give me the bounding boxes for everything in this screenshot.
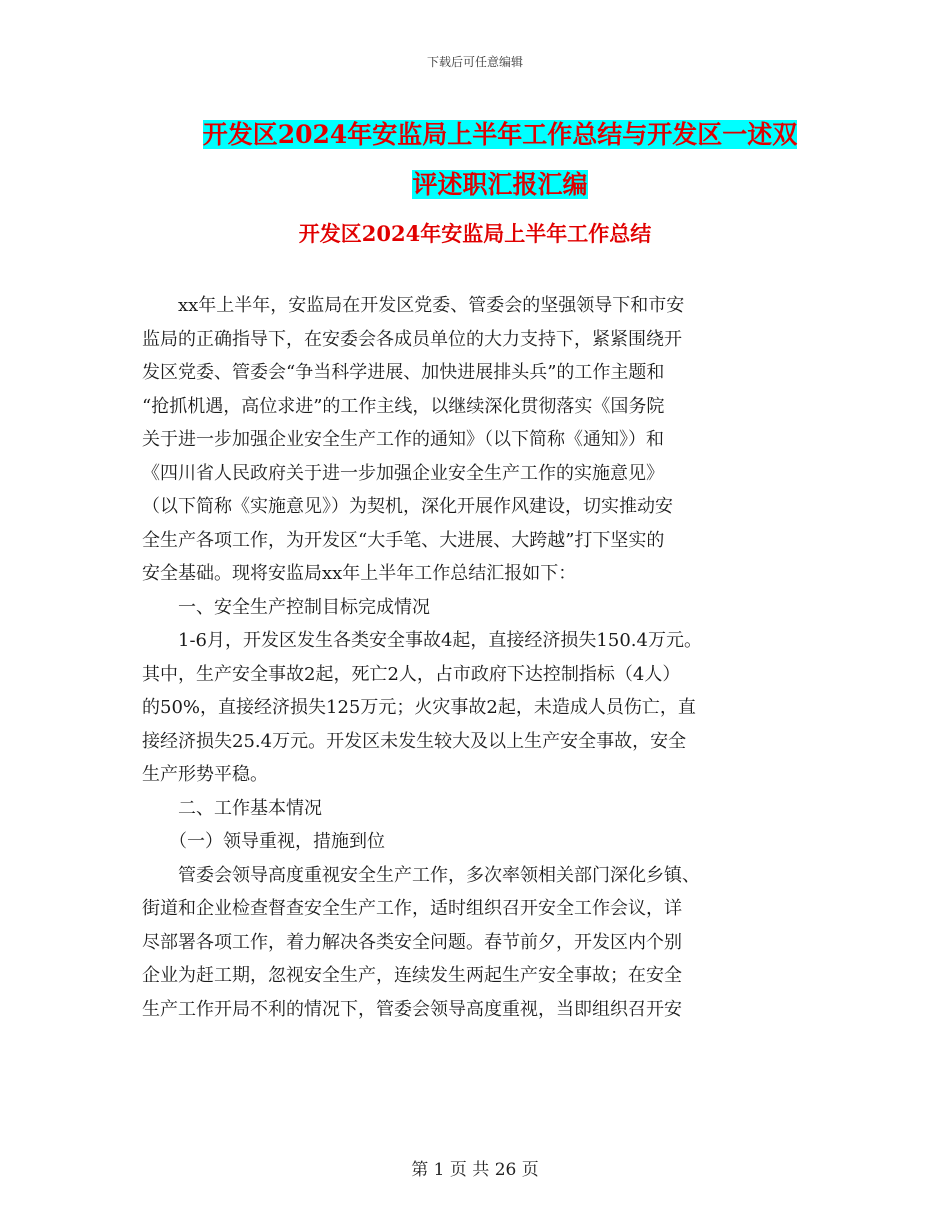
body-line: 尽部署各项工作，着力解决各类安全问题。春节前夕，开发区内个别	[142, 931, 682, 953]
document-title	[140, 110, 860, 210]
body-line: 全生产各项工作，为开发区“大手笔、大进展、大跨越”打下坚实的	[142, 529, 665, 551]
body-line: （以下简称《实施意见》）为契机，深化开展作风建设，切实推动安	[142, 496, 673, 517]
body-line: （一）领导重视，措施到位	[142, 831, 385, 852]
header-note: 下载后可任意编辑	[426, 55, 523, 69]
body-line: 其中，生产安全事故2起，死亡2人，占市政府下达控制指标（4人）	[142, 663, 681, 685]
document-title-line-2: 评述职汇报汇编	[412, 170, 588, 199]
body-line: 生产形势平稳。	[142, 764, 268, 785]
body-line: 监局的正确指导下，在安委会各成员单位的大力支持下，紧紧围绕开	[142, 328, 682, 350]
body-line: 企业为赶工期，忽视安全生产，连续发生两起生产安全事故；在安全	[142, 965, 682, 986]
body-line: xx年上半年，安监局在开发区党委、管委会的坚强领导下和市安	[142, 295, 685, 316]
body-line: 安全基础。现将安监局xx年上半年工作总结汇报如下：	[142, 563, 577, 584]
body-line: 接经济损失25.4万元。开发区未发生较大及以上生产安全事故，安全	[142, 730, 687, 752]
body-line: 一、安全生产控制目标完成情况	[142, 596, 430, 618]
body-text	[142, 289, 822, 1026]
body-line: 发区党委、管委会“争当科学进展、加快进展排头兵”的工作主题和	[142, 362, 665, 383]
document-title-line-1: 开发区2024年安监局上半年工作总结与开发区一述双	[202, 120, 798, 149]
body-line: 关于进一步加强企业安全生产工作的通知》（以下简称《通知》）和	[142, 429, 664, 450]
body-line: 《四川省人民政府关于进一步加强企业安全生产工作的实施意见》	[142, 462, 664, 484]
body-line: 管委会领导高度重视安全生产工作，多次率领相关部门深化乡镇、	[142, 864, 700, 886]
body-line: “抢抓机遇，高位求进”的工作主线，以继续深化贯彻落实《国务院	[142, 395, 665, 417]
body-line: 1-6月，开发区发生各类安全事故4起，直接经济损失150.4万元。	[142, 630, 702, 651]
body-line: 街道和企业检查督查安全生产工作，适时组织召开安全工作会议，详	[142, 898, 682, 919]
body-line: 二、工作基本情况	[142, 797, 322, 819]
page-number: 第 1 页 共 26 页	[411, 1160, 539, 1180]
body-line: 生产工作开局不利的情况下，管委会领导高度重视，当即组织召开安	[142, 998, 682, 1020]
section-title: 开发区2024年安监局上半年工作总结	[298, 221, 652, 246]
body-line: 的50%，直接经济损失125万元；火灾事故2起，未造成人员伤亡，直	[142, 697, 696, 718]
